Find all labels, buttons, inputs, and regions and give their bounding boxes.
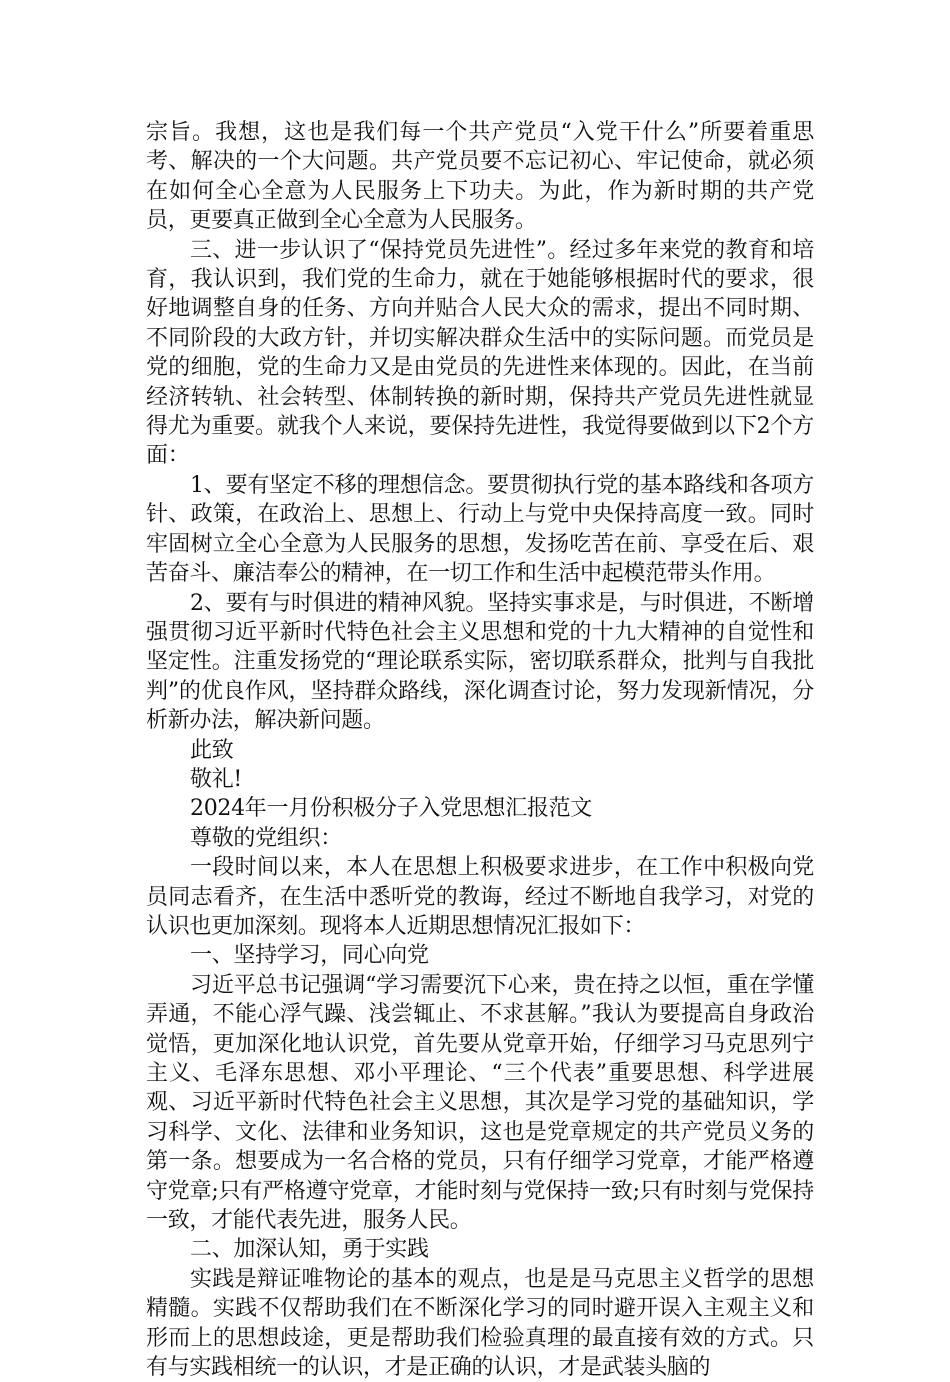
paragraph: 习近平总书记强调“学习需要沉下心来，贵在持之以恒，重在学懂弄通，不能心浮气躁、浅尝辄止、不求甚解。”我认为要提高自身政治觉悟，更加深化地认识党，首先要从党章开始，仔细学习马克思列宁主义、毛泽东思想、邓小平理论、“三个代表”重要思想、科学进展观、习近平新时代特色社会主义思想，其次是学习党的基础知识，学习科学、文化、法律和业务知识，这也是党章规定的共产党员义务的第一条。想要成为一名合格的党员，只有仔细学习党章，才能严格遵守党章;只有严格遵守党章，才能时刻与党保持一致;只有时刻与党保持一致，才能代表先进，服务人民。 bbox=[146, 972, 814, 1234]
paragraph: 1、要有坚定不移的理想信念。要贯彻执行党的基本路线和各项方针、政策，在政治上、思想上、行动上与党中央保持高度一致。同时牢固树立全心全意为人民服务的思想，发扬吃苦在前、享受在后、艰苦奋斗、廉洁奉公的精神，在一切工作和生活中起模范带头作用。 bbox=[146, 472, 814, 587]
paragraph: 一段时间以来，本人在思想上积极要求进步，在工作中积极向党员同志看齐，在生活中悉听党的教诲，经过不断地自我学习，对党的认识也更加深刻。现将本人近期思想情况汇报如下： bbox=[146, 855, 814, 939]
salutation-line: 敬礼! bbox=[190, 766, 242, 792]
section-title: 2024年一月份积极分子入党思想汇报范文 bbox=[190, 796, 592, 822]
paragraph: 宗旨。我想，这也是我们每一个共产党员“入党干什么”所要着重思考、解决的一个大问题。共产党员要不忘记初心、牢记使命，就必须在如何全心全意为人民服务上下功夫。为此，作为新时期的共产党员，更要真正做到全心全意为人民服务。 bbox=[146, 120, 814, 234]
paragraph: 实践是辩证唯物论的基本的观点，也是是马克思主义哲学的思想精髓。实践不仅帮助我们在不断深化学习的同时避开误入主观主义和形而上的思想歧途，更是帮助我们检验真理的最直接有效的方式。只有与实践相统一的认识，才是正确的认识，才是武装头脑的 bbox=[146, 1266, 814, 1381]
closing-line: 此致 bbox=[190, 737, 234, 763]
paragraph: 三、进一步认识了“保持党员先进性”。经过多年来党的教育和培育，我认识到，我们党的生命力，就在于她能够根据时代的要求，很好地调整自身的任务、方向并贴合人民大众的需求，提出不同时期、不同阶段的大政方针，并切实解决群众生活中的实际问题。而党员是党的细胞，党的生命力又是由党员的先进性来体现的。因此，在当前经济转轨、社会转型、体制转换的新时期，保持共产党员先进性就显得尤为重要。就我个人来说，要保持先进性，我觉得要做到以下2个方面： bbox=[146, 237, 814, 469]
paragraph: 2、要有与时俱进的精神风貌。坚持实事求是，与时俱进，不断增强贯彻习近平新时代特色社会主义思想和党的十九大精神的自觉性和坚定性。注重发扬党的“理论联系实际，密切联系群众，批判与自我批判”的优良作风，坚持群众路线，深化调查讨论，努力发现新情况，分析新办法，解决新问题。 bbox=[146, 590, 814, 734]
greeting-line: 尊敬的党组织： bbox=[190, 825, 342, 851]
document-body bbox=[146, 118, 814, 1382]
subheading: 一、坚持学习，同心向党 bbox=[190, 943, 429, 969]
subheading: 二、加深认知，勇于实践 bbox=[190, 1237, 429, 1263]
